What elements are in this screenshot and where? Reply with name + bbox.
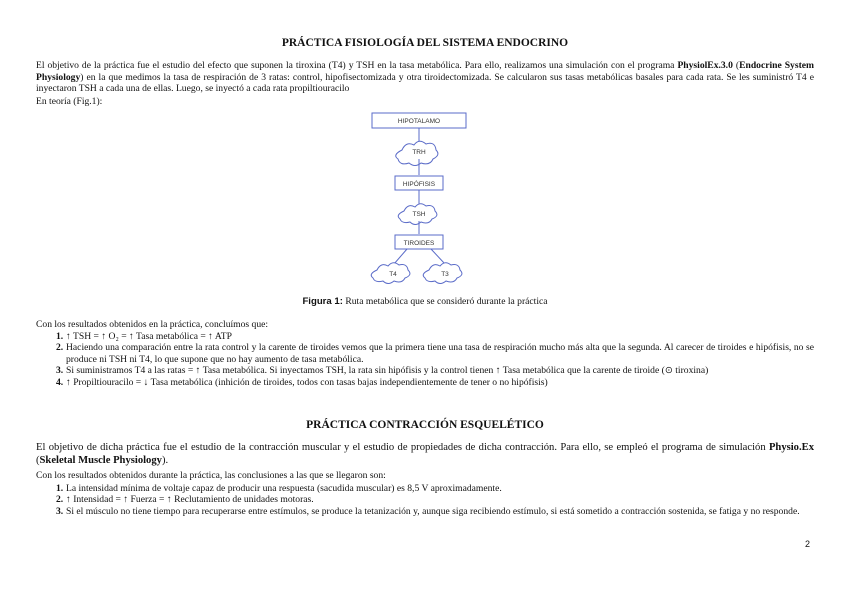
trh-label: TRH — [412, 149, 426, 156]
page-number: 2 — [805, 539, 811, 549]
intro-text: ). — [161, 455, 169, 466]
program-module: Skeletal Muscle Physiology — [39, 455, 162, 466]
item-number: 2. — [56, 342, 64, 354]
list-item — [36, 494, 814, 505]
item-text: ↑ Intensidad = ↑ Fuerza = ↑ Reclutamiento de unidades motoras. — [66, 494, 314, 506]
item-number: 2. — [56, 494, 64, 506]
item-text: Haciendo una comparación entre la rata control y la carente de tiroides vemos que la primera tiene una tasa de respiración mucho más alta que la segunda. Al carecer de tiroides e hipófisis, no se produce ni TSH ni T4, lo que supone que no hay aumento de tasa metabólica. — [66, 342, 814, 365]
item-text: ↑ Propiltiouracilo = ↓ Tasa metabólica (inhición de tiroides, todos con tasas bajas independientemente de tener o no hipófisis) — [66, 376, 548, 388]
list-item — [36, 331, 814, 342]
conclusions-list-contraccion — [36, 483, 814, 517]
intro-text: El objetivo de dicha práctica fue el estudio de la contracción muscular y el estudio de propiedades de dicha contracción. Para ello, se empleó el programa de simulación — [36, 442, 769, 453]
intro-text: ( — [36, 455, 40, 466]
figure-label: Figura 1: — [302, 296, 343, 307]
t3-label: T3 — [441, 271, 449, 278]
conclusions-list-endocrino — [36, 331, 814, 388]
item-text: ↑ TSH = ↑ O₂ = ↑ Tasa metabólica = ↑ ATP — [66, 331, 232, 342]
hipofisis-label: HIPÓFISIS — [402, 181, 436, 188]
list-item — [36, 342, 814, 365]
tsh-label: TSH — [412, 211, 426, 218]
results-intro-endocrino: Con los resultados obtenidos en la práctica, concluímos que: — [36, 319, 269, 330]
program-module: Endocrine System Physiology — [36, 60, 815, 83]
intro-text: ( — [732, 60, 740, 71]
item-number: 1. — [56, 483, 64, 494]
program-name: Physio.Ex — [768, 442, 814, 453]
item-text: Si el músculo no tiene tiempo para recuperarse entre estímulos, se produce la tetanización y, aunque siga recibiendo estímulo, si está sometido a contracción sostenida, se fatiga y no responde. — [66, 505, 800, 517]
intro-text: ) en la que medimos la tasa de respiración de 3 ratas: control, hipofisectomizada y otra tiroidectomizada. Se calcularon sus tasas metabólicas basales para cada rata. Se les suministró T4 e inyectaron TSH a cada una de ellas. Luego, se inyectó a cada rata propiltiouracilo — [36, 71, 814, 95]
hipotalamo-label: HIPOTALAMO — [397, 118, 441, 125]
list-item — [36, 365, 814, 376]
section-title-endocrino: PRÁCTICA FISIOLOGÍA DEL SISTEMA ENDOCRINO — [281, 37, 569, 49]
intro-paragraph-endocrino — [36, 60, 814, 95]
tiroides-label: TIROIDES — [403, 240, 435, 247]
program-name: PhysiolEx.3.0 — [677, 60, 733, 71]
section-title-contraccion: PRÁCTICA CONTRACCIÓN ESQUELÉTICO — [306, 419, 544, 431]
item-number: 4. — [56, 376, 64, 388]
results-intro-contraccion: Con los resultados obtenidos durante la práctica, las conclusiones a las que se llegaron son: — [36, 470, 386, 481]
intro-paragraph-contraccion — [36, 441, 814, 467]
item-number: 3. — [56, 505, 64, 517]
item-number: 1. — [56, 331, 64, 342]
list-item — [36, 377, 814, 388]
item-text: Si suministramos T4 a las ratas = ↑ Tasa metabólica. Si inyectamos TSH, la rata sin hipófisis y la control tienen ↑ Tasa metabólica que la carente de tiroide (⊙ tiroxina) — [66, 365, 709, 377]
item-text: La intensidad mínima de voltaje capaz de producir una respuesta (sacudida muscular) es 8,5 V aproximadamente. — [66, 483, 502, 494]
metabolic-pathway-diagram — [36, 110, 814, 285]
figure-caption-text: Ruta metabólica que se consideró durante la práctica — [342, 296, 548, 307]
intro-text: El objetivo de la práctica fue el estudio del efecto que suponen la tiroxina (T4) y TSH en la tasa metabólica. Para ello, realizamos una simulación con el programa — [36, 60, 678, 71]
figure-caption — [36, 296, 814, 307]
list-item — [36, 506, 814, 517]
theory-line: En teoría (Fig.1): — [36, 96, 103, 107]
item-number: 3. — [56, 365, 64, 377]
t4-label: T4 — [389, 271, 397, 278]
list-item — [36, 483, 814, 494]
